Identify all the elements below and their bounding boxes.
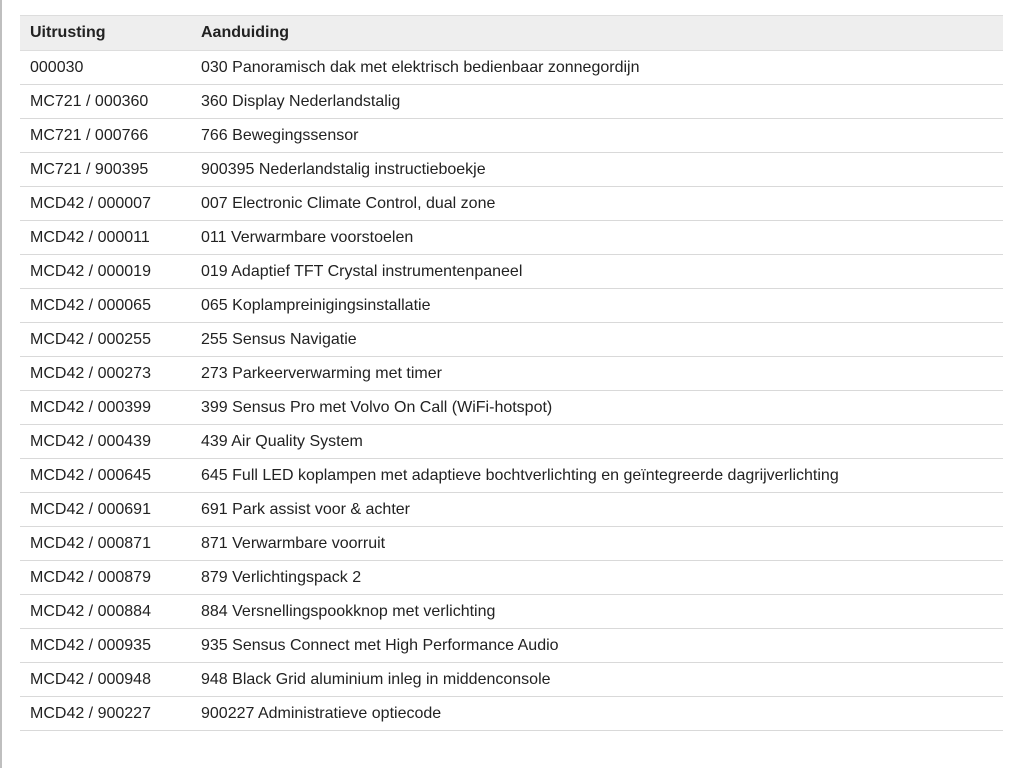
option-description: 399 Sensus Pro met Volvo On Call (WiFi-hotspot): [191, 391, 1003, 425]
equipment-table: [20, 15, 1003, 731]
option-code: MCD42 / 000065: [20, 289, 191, 323]
option-code: MCD42 / 900227: [20, 697, 191, 731]
option-code: MCD42 / 000399: [20, 391, 191, 425]
column-header-code: Uitrusting: [20, 16, 191, 51]
table-row: [20, 289, 1003, 323]
option-code: MCD42 / 000879: [20, 561, 191, 595]
option-description: 011 Verwarmbare voorstoelen: [191, 221, 1003, 255]
equipment-table-container: [20, 15, 1003, 731]
option-description: 884 Versnellingspookknop met verlichting: [191, 595, 1003, 629]
table-row: [20, 459, 1003, 493]
option-description: 948 Black Grid aluminium inleg in middenconsole: [191, 663, 1003, 697]
option-description: 900395 Nederlandstalig instructieboekje: [191, 153, 1003, 187]
table-row: [20, 187, 1003, 221]
table-row: [20, 425, 1003, 459]
option-description: 360 Display Nederlandstalig: [191, 85, 1003, 119]
table-row: [20, 51, 1003, 85]
table-row: [20, 493, 1003, 527]
table-row: [20, 357, 1003, 391]
option-code: MC721 / 000766: [20, 119, 191, 153]
option-code: MCD42 / 000948: [20, 663, 191, 697]
option-code: MCD42 / 000255: [20, 323, 191, 357]
table-row: [20, 221, 1003, 255]
option-description: 900227 Administratieve optiecode: [191, 697, 1003, 731]
option-code: MCD42 / 000871: [20, 527, 191, 561]
table-row: [20, 323, 1003, 357]
table-row: [20, 119, 1003, 153]
option-description: 645 Full LED koplampen met adaptieve bochtverlichting en geïntegreerde dagrijverlichting: [191, 459, 1003, 493]
option-description: 871 Verwarmbare voorruit: [191, 527, 1003, 561]
option-code: MC721 / 000360: [20, 85, 191, 119]
option-code: MCD42 / 000011: [20, 221, 191, 255]
option-code: MCD42 / 000691: [20, 493, 191, 527]
table-row: [20, 85, 1003, 119]
option-code: MCD42 / 000439: [20, 425, 191, 459]
option-description: 255 Sensus Navigatie: [191, 323, 1003, 357]
table-row: [20, 255, 1003, 289]
option-code: MCD42 / 000007: [20, 187, 191, 221]
left-divider: [0, 0, 2, 768]
option-code: MC721 / 900395: [20, 153, 191, 187]
table-row: [20, 391, 1003, 425]
table-row: [20, 153, 1003, 187]
table-row: [20, 561, 1003, 595]
table-row: [20, 697, 1003, 731]
table-row: [20, 663, 1003, 697]
option-code: MCD42 / 000935: [20, 629, 191, 663]
option-description: 030 Panoramisch dak met elektrisch bedienbaar zonnegordijn: [191, 51, 1003, 85]
option-description: 879 Verlichtingspack 2: [191, 561, 1003, 595]
table-row: [20, 629, 1003, 663]
option-description: 691 Park assist voor & achter: [191, 493, 1003, 527]
option-code: MCD42 / 000884: [20, 595, 191, 629]
option-code: MCD42 / 000019: [20, 255, 191, 289]
option-description: 766 Bewegingssensor: [191, 119, 1003, 153]
option-code: MCD42 / 000645: [20, 459, 191, 493]
table-header-row: [20, 16, 1003, 51]
column-header-description: Aanduiding: [191, 16, 1003, 51]
option-description: 007 Electronic Climate Control, dual zone: [191, 187, 1003, 221]
option-description: 273 Parkeerverwarming met timer: [191, 357, 1003, 391]
option-description: 019 Adaptief TFT Crystal instrumentenpaneel: [191, 255, 1003, 289]
table-row: [20, 527, 1003, 561]
option-code: 000030: [20, 51, 191, 85]
option-description: 439 Air Quality System: [191, 425, 1003, 459]
option-description: 065 Koplampreinigingsinstallatie: [191, 289, 1003, 323]
option-description: 935 Sensus Connect met High Performance Audio: [191, 629, 1003, 663]
option-code: MCD42 / 000273: [20, 357, 191, 391]
table-row: [20, 595, 1003, 629]
